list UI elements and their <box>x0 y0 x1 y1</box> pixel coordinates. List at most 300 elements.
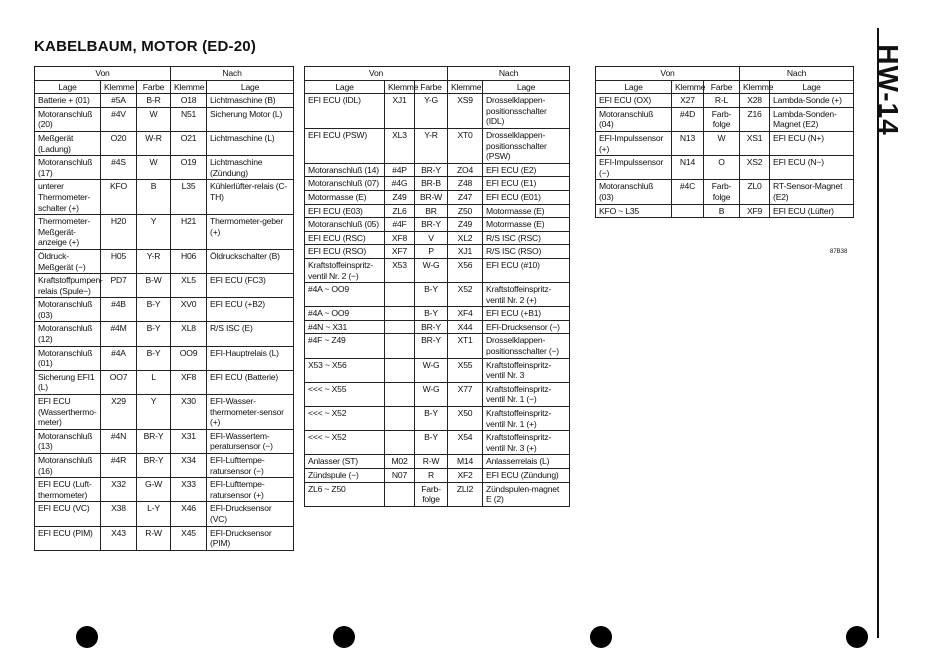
table-row <box>305 177 570 191</box>
table-row <box>35 298 294 322</box>
cell-farbe: Y-G <box>415 94 448 129</box>
cell-von-klemme <box>385 482 415 506</box>
cell-von-lage: Zündspule (−) <box>305 469 385 483</box>
cell-von-lage: Kraftstoffeinspritz-ventil Nr. 2 (−) <box>305 258 385 282</box>
cell-nach-klemme: X30 <box>171 395 207 430</box>
cell-farbe: Farb-folge <box>415 482 448 506</box>
cell-nach-lage: EFI ECU (Zündung) <box>483 469 570 483</box>
cell-nach-lage: Kraftstoffeinspritz-ventil Nr. 2 (+) <box>483 283 570 307</box>
cell-von-klemme: #4C <box>672 180 704 204</box>
cell-nach-lage: EFI-Lufttempe-ratursensor (+) <box>207 478 294 502</box>
cell-nach-klemme: X33 <box>171 478 207 502</box>
cell-nach-lage: EFI-Hauptrelais (L) <box>207 346 294 370</box>
cell-nach-lage: EFI ECU (E1) <box>483 177 570 191</box>
table-row <box>35 478 294 502</box>
cell-nach-lage: EFI ECU (+B2) <box>207 298 294 322</box>
cell-von-lage: X53 ~ X56 <box>305 358 385 382</box>
cell-von-klemme: Z49 <box>385 190 415 204</box>
cell-nach-lage: EFI ECU (E2) <box>483 163 570 177</box>
cell-nach-klemme: X46 <box>171 502 207 526</box>
cell-nach-lage: EFI ECU (FC3) <box>207 274 294 298</box>
header-lage: Lage <box>207 80 294 94</box>
cell-nach-lage: Drosselklappen-positionsschalter (PSW) <box>483 128 570 163</box>
cell-nach-klemme: Z50 <box>448 204 483 218</box>
cell-von-klemme: M02 <box>385 455 415 469</box>
table-row <box>305 307 570 321</box>
cell-nach-klemme: X50 <box>448 407 483 431</box>
cell-nach-klemme: XS2 <box>740 156 770 180</box>
cell-von-lage: Batterie + (01) <box>35 94 101 108</box>
table-row <box>305 128 570 163</box>
cell-farbe: R <box>415 469 448 483</box>
cell-nach-lage: Anlasserrelais (L) <box>483 455 570 469</box>
cell-von-klemme <box>385 320 415 334</box>
cell-nach-klemme: X55 <box>448 358 483 382</box>
cell-farbe: B-R <box>137 94 171 108</box>
punch-hole <box>846 626 868 648</box>
cell-von-lage: Anlasser (ST) <box>305 455 385 469</box>
cell-von-klemme: XJ1 <box>385 94 415 129</box>
cell-von-lage: <<< ~ X52 <box>305 431 385 455</box>
table-row <box>35 180 294 215</box>
punch-hole <box>333 626 355 648</box>
table-row <box>35 215 294 250</box>
cell-farbe: W-G <box>415 258 448 282</box>
cell-nach-klemme: N51 <box>171 107 207 131</box>
side-label-text: HW-14 <box>873 44 904 136</box>
cell-nach-klemme: XF4 <box>448 307 483 321</box>
cell-von-klemme: #5A <box>101 94 137 108</box>
cell-von-lage: EFI ECU (RSC) <box>305 231 385 245</box>
cell-von-lage: EFI ECU (RSO) <box>305 245 385 259</box>
cell-nach-klemme: L35 <box>171 180 207 215</box>
cell-farbe: BR-Y <box>415 218 448 232</box>
cell-von-lage: EFI ECU (VC) <box>35 502 101 526</box>
cell-nach-klemme: X54 <box>448 431 483 455</box>
cell-farbe: O <box>704 156 740 180</box>
header-farbe: Farbe <box>137 80 171 94</box>
cell-nach-lage: EFI-Lufttempe-ratursensor (−) <box>207 454 294 478</box>
cell-farbe: Farb-folge <box>704 180 740 204</box>
wiring-table-3 <box>595 66 854 218</box>
cell-von-lage: #4N ~ X31 <box>305 320 385 334</box>
cell-nach-lage: Lichtmaschine (L) <box>207 131 294 155</box>
cell-nach-klemme: X56 <box>448 258 483 282</box>
cell-nach-lage: Thermometer-geber (+) <box>207 215 294 250</box>
header-klemme: Klemme <box>385 80 415 94</box>
cell-von-lage: EFI ECU (Wasserthermo-meter) <box>35 395 101 430</box>
cell-farbe: B-Y <box>137 322 171 346</box>
cell-von-klemme: X32 <box>101 478 137 502</box>
cell-von-klemme: X53 <box>385 258 415 282</box>
cell-farbe: BR-Y <box>415 320 448 334</box>
cell-von-klemme: #4P <box>385 163 415 177</box>
header-klemme: Klemme <box>101 80 137 94</box>
table-row <box>305 431 570 455</box>
table-row <box>305 358 570 382</box>
table-row <box>305 334 570 358</box>
cell-von-klemme: #4V <box>101 107 137 131</box>
header-nach: Nach <box>448 67 570 81</box>
cell-von-klemme: #4G <box>385 177 415 191</box>
cell-von-klemme: H05 <box>101 249 137 273</box>
cell-nach-lage: RT-Sensor-Magnet (E2) <box>770 180 854 204</box>
cell-von-lage: Motoranschluß (20) <box>35 107 101 131</box>
cell-nach-klemme: X31 <box>171 429 207 453</box>
cell-nach-lage: Drosselklappen-positionsschalter (−) <box>483 334 570 358</box>
cell-von-lage: KFO ~ L35 <box>596 204 672 218</box>
cell-von-klemme <box>385 334 415 358</box>
cell-von-klemme: X43 <box>101 526 137 550</box>
cell-nach-lage: EFI ECU (E01) <box>483 190 570 204</box>
table-row <box>596 204 854 218</box>
cell-farbe: R-W <box>415 455 448 469</box>
cell-nach-lage: EFI ECU (N−) <box>770 156 854 180</box>
cell-von-klemme: #4M <box>101 322 137 346</box>
table-row <box>35 526 294 550</box>
cell-nach-lage: Motormasse (E) <box>483 218 570 232</box>
table-row <box>305 455 570 469</box>
table-row <box>305 258 570 282</box>
cell-farbe: BR-Y <box>415 163 448 177</box>
cell-nach-klemme: XT1 <box>448 334 483 358</box>
table-row <box>35 454 294 478</box>
cell-farbe: B-Y <box>415 431 448 455</box>
cell-nach-lage: R/S ISC (RSO) <box>483 245 570 259</box>
table-row <box>305 407 570 431</box>
cell-farbe: W-G <box>415 358 448 382</box>
table-row <box>305 231 570 245</box>
header-klemme: Klemme <box>672 80 704 94</box>
cell-von-klemme <box>385 283 415 307</box>
cell-von-klemme: #4S <box>101 156 137 180</box>
cell-farbe: W <box>137 107 171 131</box>
cell-von-klemme <box>385 407 415 431</box>
table-row <box>305 94 570 129</box>
cell-von-klemme <box>385 307 415 321</box>
cell-von-lage: <<< ~ X52 <box>305 407 385 431</box>
cell-nach-klemme: XS1 <box>740 131 770 155</box>
cell-von-lage: Thermometer-Meßgerät-anzeige (+) <box>35 215 101 250</box>
cell-farbe: W <box>137 156 171 180</box>
cell-nach-lage: EFI-Drucksensor (−) <box>483 320 570 334</box>
cell-nach-klemme: H06 <box>171 249 207 273</box>
wiring-table-1 <box>34 66 294 551</box>
cell-farbe: W <box>704 131 740 155</box>
cell-von-lage: EFI ECU (PSW) <box>305 128 385 163</box>
cell-von-lage: Motoranschluß (04) <box>596 107 672 131</box>
cell-nach-lage: Lambda-Sonde (+) <box>770 94 854 108</box>
cell-von-lage: Motormasse (E) <box>305 190 385 204</box>
cell-nach-klemme: XF8 <box>171 370 207 394</box>
header-farbe: Farbe <box>415 80 448 94</box>
cell-farbe: B <box>704 204 740 218</box>
cell-von-klemme: #4R <box>101 454 137 478</box>
cell-nach-klemme: X44 <box>448 320 483 334</box>
table-row <box>305 163 570 177</box>
cell-farbe: B-Y <box>415 407 448 431</box>
header-von: Von <box>596 67 740 81</box>
cell-von-lage: EFI ECU (IDL) <box>305 94 385 129</box>
cell-nach-lage: EFI ECU (+B1) <box>483 307 570 321</box>
cell-von-lage: #4A ~ OO9 <box>305 283 385 307</box>
header-lage: Lage <box>596 80 672 94</box>
cell-von-klemme: PD7 <box>101 274 137 298</box>
table-row <box>305 283 570 307</box>
header-lage: Lage <box>770 80 854 94</box>
figure-code: 87B38 <box>830 249 848 255</box>
cell-nach-lage: Motormasse (E) <box>483 204 570 218</box>
cell-nach-klemme: O21 <box>171 131 207 155</box>
cell-von-klemme <box>385 382 415 406</box>
cell-von-lage: Motoranschluß (12) <box>35 322 101 346</box>
header-lage: Lage <box>305 80 385 94</box>
table-row <box>35 156 294 180</box>
cell-nach-lage: Lichtmaschine (Zündung) <box>207 156 294 180</box>
cell-von-klemme: ZL6 <box>385 204 415 218</box>
cell-von-lage: #4F ~ Z49 <box>305 334 385 358</box>
cell-von-lage: EFI ECU (OX) <box>596 94 672 108</box>
cell-von-lage: Öldruck-Meßgerät (−) <box>35 249 101 273</box>
cell-von-klemme: #4B <box>101 298 137 322</box>
header-nach: Nach <box>171 67 294 81</box>
table-row <box>596 180 854 204</box>
cell-von-klemme: N13 <box>672 131 704 155</box>
cell-von-klemme <box>672 204 704 218</box>
cell-nach-klemme: XT0 <box>448 128 483 163</box>
cell-von-klemme: O20 <box>101 131 137 155</box>
cell-nach-lage: Drosselklappen-positionsschalter (IDL) <box>483 94 570 129</box>
table-row <box>35 429 294 453</box>
cell-von-lage: Motoranschluß (01) <box>35 346 101 370</box>
cell-nach-klemme: OO9 <box>171 346 207 370</box>
cell-nach-lage: EFI ECU (Lüfter) <box>770 204 854 218</box>
cell-nach-klemme: X52 <box>448 283 483 307</box>
cell-von-klemme: KFO <box>101 180 137 215</box>
table-row <box>35 322 294 346</box>
cell-farbe: W-G <box>415 382 448 406</box>
cell-nach-lage: EFI-Wasser-thermometer-sensor (+) <box>207 395 294 430</box>
cell-von-lage: Meßgerät (Ladung) <box>35 131 101 155</box>
cell-nach-klemme: XF9 <box>740 204 770 218</box>
cell-von-lage: Motoranschluß (16) <box>35 454 101 478</box>
table-row <box>305 204 570 218</box>
side-label <box>868 44 908 144</box>
cell-farbe: R-L <box>704 94 740 108</box>
table-row <box>35 131 294 155</box>
cell-nach-lage: Zündspulen-magnet E (2) <box>483 482 570 506</box>
cell-von-klemme: #4D <box>672 107 704 131</box>
cell-nach-klemme: XF2 <box>448 469 483 483</box>
cell-von-lage: Motoranschluß (13) <box>35 429 101 453</box>
table-row <box>305 482 570 506</box>
cell-nach-klemme: XL8 <box>171 322 207 346</box>
cell-farbe: V <box>415 231 448 245</box>
cell-nach-lage: R/S ISC (RSC) <box>483 231 570 245</box>
cell-von-lage: #4A ~ OO9 <box>305 307 385 321</box>
cell-von-lage: ZL6 ~ Z50 <box>305 482 385 506</box>
cell-nach-klemme: Z49 <box>448 218 483 232</box>
punch-hole <box>76 626 98 648</box>
cell-nach-klemme: ZL0 <box>740 180 770 204</box>
cell-farbe: W-R <box>137 131 171 155</box>
cell-nach-klemme: Z16 <box>740 107 770 131</box>
cell-nach-lage: Kühlerlüfter-relais (C-TH) <box>207 180 294 215</box>
cell-nach-klemme: O19 <box>171 156 207 180</box>
cell-nach-klemme: M14 <box>448 455 483 469</box>
table-row <box>305 320 570 334</box>
cell-nach-klemme: XL2 <box>448 231 483 245</box>
cell-nach-klemme: XJ1 <box>448 245 483 259</box>
cell-nach-klemme: Z48 <box>448 177 483 191</box>
cell-nach-lage: EFI ECU (Batterie) <box>207 370 294 394</box>
cell-farbe: BR-W <box>415 190 448 204</box>
table-row <box>35 395 294 430</box>
table-row <box>596 94 854 108</box>
cell-nach-lage: Öldruckschalter (B) <box>207 249 294 273</box>
table-row <box>305 245 570 259</box>
cell-von-klemme: XF8 <box>385 231 415 245</box>
cell-nach-klemme: O18 <box>171 94 207 108</box>
cell-farbe: B-Y <box>137 298 171 322</box>
table-row <box>35 107 294 131</box>
table-row <box>305 218 570 232</box>
table-row <box>35 274 294 298</box>
cell-farbe: B-Y <box>137 346 171 370</box>
cell-von-lage: Sicherung EFI1 (L) <box>35 370 101 394</box>
cell-von-lage: Motoranschluß (07) <box>305 177 385 191</box>
cell-nach-klemme: ZO4 <box>448 163 483 177</box>
cell-von-klemme <box>385 358 415 382</box>
cell-nach-klemme: X77 <box>448 382 483 406</box>
table-row <box>305 469 570 483</box>
cell-farbe: G-W <box>137 478 171 502</box>
cell-nach-lage: EFI-Drucksensor (VC) <box>207 502 294 526</box>
punch-hole <box>590 626 612 648</box>
cell-nach-klemme: X45 <box>171 526 207 550</box>
cell-nach-klemme: Z47 <box>448 190 483 204</box>
cell-von-klemme <box>385 431 415 455</box>
cell-von-lage: EFI ECU (PIM) <box>35 526 101 550</box>
cell-farbe: BR-Y <box>415 334 448 358</box>
cell-von-klemme: OO7 <box>101 370 137 394</box>
cell-von-klemme: H20 <box>101 215 137 250</box>
header-klemme: Klemme <box>448 80 483 94</box>
cell-nach-lage: Kraftstoffeinspritz-ventil Nr. 3 (+) <box>483 431 570 455</box>
cell-nach-klemme: X34 <box>171 454 207 478</box>
cell-von-lage: EFI-Impulssensor (−) <box>596 156 672 180</box>
cell-farbe: BR-Y <box>137 454 171 478</box>
cell-nach-klemme: X28 <box>740 94 770 108</box>
cell-nach-klemme: XL5 <box>171 274 207 298</box>
cell-farbe: B-Y <box>415 307 448 321</box>
cell-von-lage: EFI ECU (Luft-thermometer) <box>35 478 101 502</box>
cell-nach-lage: R/S ISC (E) <box>207 322 294 346</box>
cell-von-lage: Motoranschluß (14) <box>305 163 385 177</box>
cell-nach-lage: Kraftstoffeinspritz-ventil Nr. 3 <box>483 358 570 382</box>
table-row <box>596 156 854 180</box>
table-row <box>35 249 294 273</box>
header-nach: Nach <box>740 67 854 81</box>
table-row <box>35 94 294 108</box>
cell-von-lage: Motoranschluß (17) <box>35 156 101 180</box>
cell-nach-lage: Kraftstoffeinspritz-ventil Nr. 1 (−) <box>483 382 570 406</box>
cell-farbe: B-Y <box>415 283 448 307</box>
header-lage: Lage <box>35 80 101 94</box>
cell-nach-klemme: XV0 <box>171 298 207 322</box>
cell-von-lage: EFI-Impulssensor (+) <box>596 131 672 155</box>
header-von: Von <box>305 67 448 81</box>
table-row <box>305 382 570 406</box>
cell-von-lage: Kraftstoffpumpen-relais (Spule−) <box>35 274 101 298</box>
cell-von-klemme: #4A <box>101 346 137 370</box>
cell-farbe: L <box>137 370 171 394</box>
cell-nach-lage: EFI ECU (#10) <box>483 258 570 282</box>
table-row <box>35 346 294 370</box>
cell-von-lage: Motoranschluß (03) <box>35 298 101 322</box>
cell-von-klemme: N14 <box>672 156 704 180</box>
cell-nach-lage: Lambda-Sonden-Magnet (E2) <box>770 107 854 131</box>
cell-farbe: BR-Y <box>137 429 171 453</box>
cell-von-klemme: X27 <box>672 94 704 108</box>
wiring-table-2 <box>304 66 570 507</box>
cell-farbe: BR <box>415 204 448 218</box>
cell-farbe: L-Y <box>137 502 171 526</box>
table-row <box>35 502 294 526</box>
cell-von-klemme: #4N <box>101 429 137 453</box>
table-row <box>35 370 294 394</box>
cell-farbe: P <box>415 245 448 259</box>
header-lage: Lage <box>483 80 570 94</box>
cell-von-klemme: X38 <box>101 502 137 526</box>
cell-von-klemme: X29 <box>101 395 137 430</box>
cell-von-lage: EFI ECU (E03) <box>305 204 385 218</box>
cell-farbe: B <box>137 180 171 215</box>
cell-farbe: Y-R <box>137 249 171 273</box>
cell-farbe: R-W <box>137 526 171 550</box>
cell-nach-lage: EFI-Wassertem-peratursensor (−) <box>207 429 294 453</box>
cell-nach-lage: Lichtmaschine (B) <box>207 94 294 108</box>
cell-nach-klemme: ZLI2 <box>448 482 483 506</box>
cell-nach-lage: EFI-Drucksensor (PIM) <box>207 526 294 550</box>
table-row <box>305 190 570 204</box>
cell-nach-klemme: XS9 <box>448 94 483 129</box>
cell-farbe: BR-B <box>415 177 448 191</box>
cell-farbe: Y-R <box>415 128 448 163</box>
header-farbe: Farbe <box>704 80 740 94</box>
cell-farbe: B-W <box>137 274 171 298</box>
header-klemme: Klemme <box>171 80 207 94</box>
table-row <box>596 107 854 131</box>
cell-von-lage: Motoranschluß (05) <box>305 218 385 232</box>
header-von: Von <box>35 67 171 81</box>
cell-von-klemme: #4F <box>385 218 415 232</box>
cell-farbe: Y <box>137 215 171 250</box>
cell-von-klemme: XL3 <box>385 128 415 163</box>
cell-farbe: Y <box>137 395 171 430</box>
cell-von-lage: <<< ~ X55 <box>305 382 385 406</box>
cell-von-klemme: N07 <box>385 469 415 483</box>
cell-nach-lage: Sicherung Motor (L) <box>207 107 294 131</box>
page-title: KABELBAUM, MOTOR (ED-20) <box>34 38 257 55</box>
header-klemme: Klemme <box>740 80 770 94</box>
cell-nach-klemme: H21 <box>171 215 207 250</box>
table-row <box>596 131 854 155</box>
cell-nach-lage: EFI ECU (N+) <box>770 131 854 155</box>
cell-nach-lage: Kraftstoffeinspritz-ventil Nr. 1 (+) <box>483 407 570 431</box>
cell-von-klemme: XF7 <box>385 245 415 259</box>
cell-farbe: Farb-folge <box>704 107 740 131</box>
